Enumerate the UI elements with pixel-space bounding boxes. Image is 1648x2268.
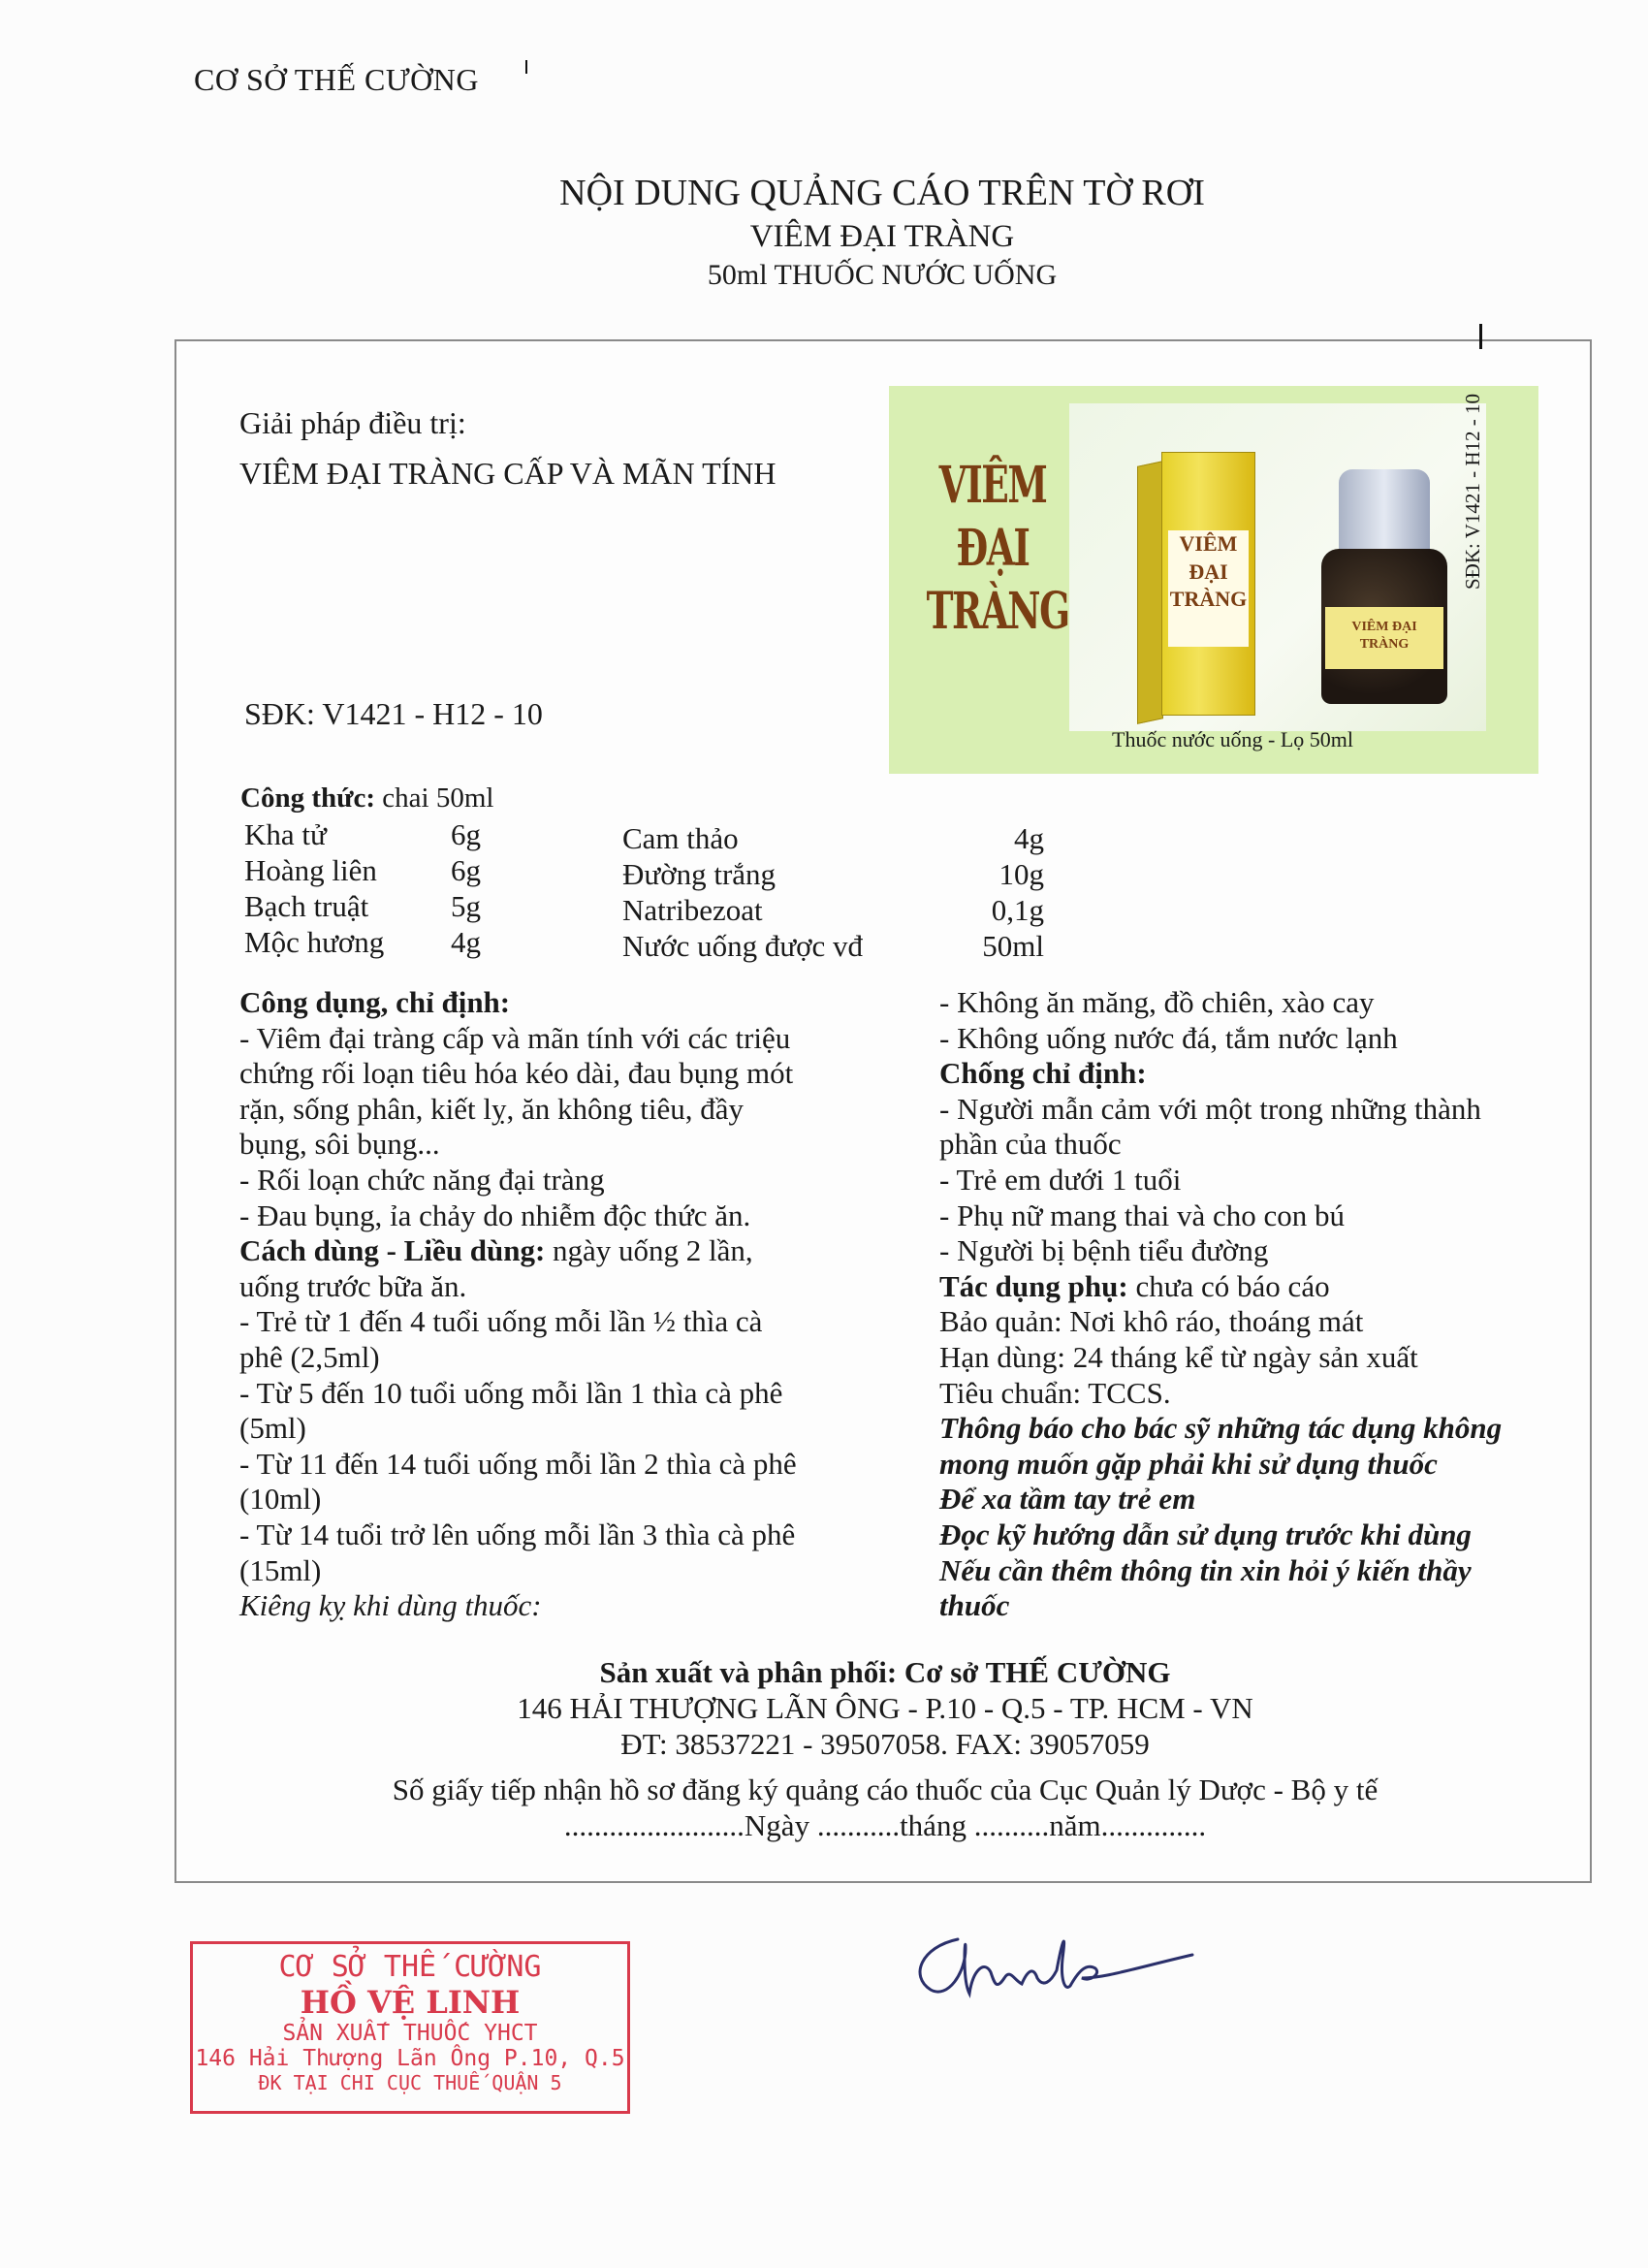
registration-number: SĐK: V1421 - H12 - 10 (244, 696, 543, 731)
phone-line: ĐT: 38537221 - 39507058. FAX: 39057059 (620, 1727, 1150, 1761)
contraindication-heading: Chống chỉ định: (939, 1056, 1147, 1091)
uses-heading: Công dụng, chỉ định: (239, 985, 511, 1019)
producer-line: Sản xuất và phân phối: Cơ sở THẾ CƯỜNG (599, 1655, 1171, 1689)
dosage-item: - Từ 11 đến 14 tuổi uống mỗi lần 2 thìa cà phê (10ml) (239, 1446, 797, 1517)
box-label-line: VIÊM (1179, 531, 1238, 556)
address-line: 146 HẢI THƯỢNG LÃN ÔNG - P.10 - Q.5 - TP. HCM - VN (517, 1691, 1253, 1725)
side-effects-line (939, 1269, 1545, 1305)
dosage-heading: Cách dùng - Liều dùng: (239, 1233, 546, 1268)
ingredient-name: Nước uống được vđ (622, 929, 864, 963)
storage-line: Bảo quản: Nơi khô ráo, thoáng mát (939, 1304, 1364, 1339)
product-caption: Thuốc nước uống - Lọ 50ml (1112, 727, 1354, 751)
product-name-line: VIÊM (938, 456, 1047, 515)
footer-block (176, 1654, 1594, 1762)
document-title-block (0, 171, 1648, 293)
content-panel (174, 339, 1592, 1883)
document-title: NỘI DUNG QUẢNG CÁO TRÊN TỜ RƠI (559, 173, 1205, 213)
abstain-heading: Kiêng kỵ khi dùng thuốc: (239, 1588, 542, 1623)
ingredient-qty: 4g (451, 925, 481, 959)
expiry-line: Hạn dùng: 24 tháng kể từ ngày sản xuất (939, 1339, 1418, 1374)
dosage-item: - Từ 14 tuổi trở lên uống mỗi lần 3 thìa cà phê (15ml) (239, 1517, 796, 1587)
ingredient-qty: 0,1g (991, 893, 1044, 927)
product-image (889, 386, 1538, 774)
product-vertical-sdk (1461, 394, 1485, 590)
bottle-label-line: VIÊM ĐẠI (1351, 620, 1417, 634)
bottle-label (1325, 607, 1443, 669)
ingredient-name: Cam thảo (622, 821, 739, 855)
document-subtitle-2: 50ml THUỐC NƯỚC UỐNG (707, 258, 1058, 291)
right-column (939, 985, 1545, 1624)
abstain-item: - Không ăn măng, đồ chiên, xào cay (939, 985, 1375, 1019)
dosage-paragraph (239, 1233, 811, 1304)
ingredient-name: Natribezoat (622, 893, 763, 927)
header-org: CƠ SỞ THẾ CƯỜNG (194, 62, 479, 97)
ingredient-name: Đường trắng (622, 857, 776, 891)
uses-item: - Đau bụng, ỉa chảy do nhiễm độc thức ăn. (239, 1198, 751, 1232)
contraindication-item: - Người mẫn cảm với một trong những thành phần của thuốc (939, 1091, 1481, 1162)
ingredient-name: Bạch truật (244, 889, 369, 923)
contraindication-item: - Trẻ em dưới 1 tuổi (939, 1162, 1182, 1197)
left-column (239, 985, 811, 1624)
stamp-line: SẢN XUẤT THUỐC YHCT (282, 2021, 538, 2046)
stamp-line: CƠ SỞ THẾ CƯỜNG (278, 1950, 542, 1984)
formula-heading (240, 783, 493, 815)
formula-label: Công thức: (240, 783, 376, 814)
registration-block (176, 1772, 1594, 1843)
side-effects-heading: Tác dụng phụ: (939, 1268, 1128, 1303)
product-name-line: ĐẠI (956, 519, 1030, 578)
product-box-label (1168, 530, 1249, 647)
standard-line: Tiêu chuẩn: TCCS. (939, 1375, 1171, 1410)
contraindication-item: - Phụ nữ mang thai và cho con bú (939, 1198, 1346, 1232)
scan-mark (1479, 324, 1482, 349)
stamp-line: ĐK TẠI CHI CỤC THUẾ QUẬN 5 (258, 2071, 562, 2094)
product-name-line: TRÀNG (926, 582, 1069, 641)
box-label-line: TRÀNG (1169, 587, 1248, 612)
ingredient-qty: 50ml (982, 929, 1044, 963)
ingredient-qty: 10g (998, 857, 1044, 891)
registration-line: Số giấy tiếp nhận hồ sơ đăng ký quảng cáo thuốc của Cục Quản lý Dược - Bộ y tế (392, 1773, 1379, 1806)
bottle-cap (1339, 469, 1430, 557)
vertical-sdk-text: SĐK: V1421 - H12 - 10 (1461, 393, 1484, 590)
company-stamp (190, 1941, 630, 2114)
dosage-item: - Từ 5 đến 10 tuổi uống mỗi lần 1 thìa cà phê (5ml) (239, 1375, 783, 1446)
product-box-side (1137, 461, 1163, 724)
ingredient-qty: 5g (451, 889, 481, 923)
abstain-item: - Không uống nước đá, tắm nước lạnh (939, 1020, 1398, 1055)
product-box (1161, 452, 1255, 716)
uses-item: - Viêm đại tràng cấp và mãn tính với các triệu chứng rối loạn tiêu hóa kéo dài, đau bụng mót rặn, sống phân, kiết lỵ, ăn không tiêu, đầy bụng, sôi bụng... (239, 1020, 794, 1162)
solution-label: Giải pháp điều trị: (239, 405, 466, 440)
scan-mark (525, 60, 527, 74)
warning-line: Đọc kỹ hướng dẫn sử dụng trước khi dùng (939, 1517, 1472, 1551)
stamp-line: 146 Hải Thượng Lãn Ông P.10, Q.5 (195, 2046, 625, 2071)
dosage-item: - Trẻ từ 1 đến 4 tuổi uống mỗi lần ½ thìa cà phê (2,5ml) (239, 1304, 763, 1374)
warning-line: Nếu cần thêm thông tin xin hỏi ý kiến thầy thuốc (939, 1552, 1472, 1623)
ingredient-name: Hoàng liên (244, 853, 377, 887)
signature (902, 1901, 1221, 2027)
product-photo (1069, 403, 1486, 731)
date-line: ........................Ngày ...........tháng ..........năm.............. (563, 1808, 1207, 1842)
ingredient-name: Kha tử (244, 817, 327, 851)
ingredient-qty: 4g (1014, 821, 1044, 855)
ingredient-qty: 6g (451, 817, 481, 851)
bottle-label-line: TRÀNG (1359, 637, 1410, 653)
stamp-line: HỒ VỆ LINH (300, 1984, 521, 2021)
document-subtitle: VIÊM ĐẠI TRÀNG (749, 218, 1015, 254)
dosage-intro: ngày uống 2 lần, uống trước bữa ăn. (239, 1233, 753, 1303)
warning-line: Thông báo cho bác sỹ những tác dụng không mong muốn gặp phải khi sử dụng thuốc (939, 1411, 1503, 1481)
warning-line: Để xa tầm tay trẻ em (939, 1482, 1196, 1517)
side-effects-text: chưa có báo cáo (1127, 1268, 1330, 1303)
ingredient-qty: 6g (451, 853, 481, 887)
formula-unit: chai 50ml (375, 783, 494, 814)
indication-title: VIÊM ĐẠI TRÀNG CẤP VÀ MÃN TÍNH (239, 456, 776, 491)
contraindication-item: - Người bị bệnh tiểu đường (939, 1233, 1269, 1268)
uses-item: - Rối loạn chức năng đại tràng (239, 1162, 605, 1197)
box-label-line: ĐẠI (1188, 559, 1228, 584)
ingredient-name: Mộc hương (244, 925, 385, 959)
product-name-art (926, 454, 1069, 643)
